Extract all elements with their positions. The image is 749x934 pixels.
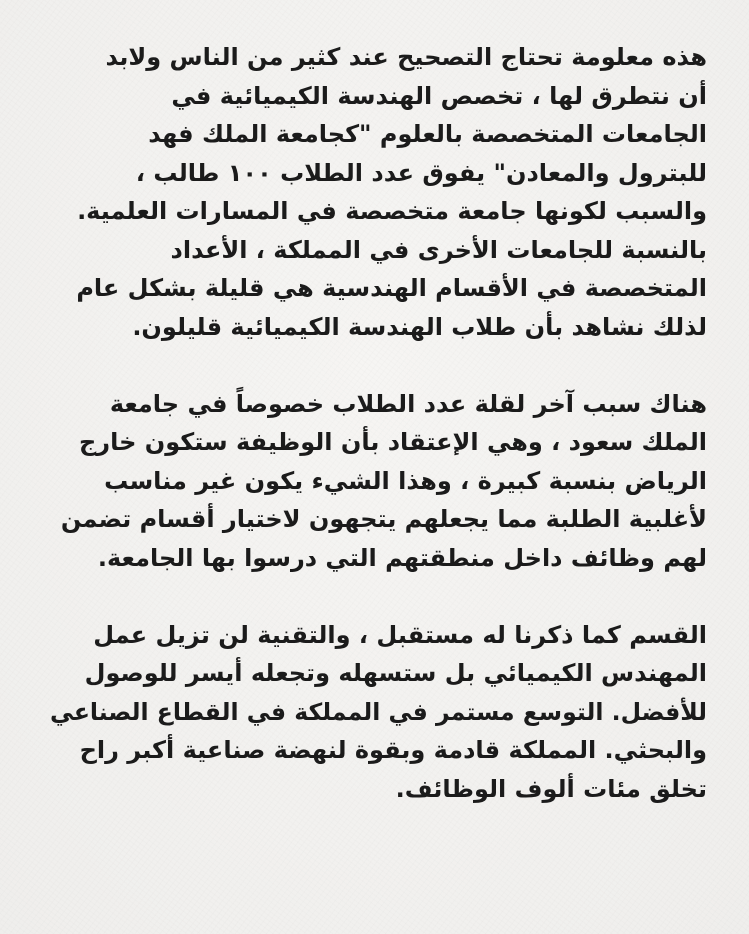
text-line: بالنسبة للجامعات الأخرى في المملكة ، الأعداد [170,235,707,264]
text-line: القسم كما ذكرنا له مستقبل ، والتقنية لن تزيل عمل [93,620,707,649]
text-line: للأفضل. التوسع مستمر في المملكة في القطاع الصناعي [50,697,707,726]
text-line: لأغلبية الطلبة مما يجعلهم يتجهون لاختيار أقسام تضمن [60,505,707,533]
text-line: والبحثي. المملكة قادمة وبقوة لنهضة صناعية أكبر راح [79,736,707,764]
text-line: أن نتطرق لها ، تخصص الهندسة الكيميائية في [171,81,707,110]
paragraph-3 [50,616,707,809]
text-line: تخلق مئات ألوف الوظائف. [395,774,707,803]
text-line: الرياض بنسبة كبيرة ، وهذا الشيء يكون غير مناسب [104,466,707,495]
text-line: الملك سعود ، وهي الإعتقاد بأن الوظيفة ستكون خارج [78,428,707,456]
paragraph-spacer [50,577,707,616]
text-line: هذه معلومة تحتاج التصحيح عند كثير من الناس ولابد [105,43,707,71]
text-line: لهم وظائف داخل منطقتهم التي درسوا بها الجامعة. [97,543,707,572]
paragraph-2 [50,385,707,578]
text-line: المتخصصة في الأقسام الهندسية هي قليلة بشكل عام [76,274,707,302]
text-line: الجامعات المتخصصة بالعلوم "كجامعة الملك فهد [148,120,707,148]
text-line: لذلك نشاهد بأن طلاب الهندسة الكيميائية قليلون. [132,312,707,341]
text-line: المهندس الكيميائي بل ستسهله وتجعله أيسر للوصول [84,659,707,687]
text-line: للبترول والمعادن" يفوق عدد الطلاب ١٠٠ طالب ، [135,158,707,187]
paragraph-1 [50,38,707,346]
paragraph-spacer [50,346,707,385]
text-line: والسبب لكونها جامعة متخصصة في المسارات العلمية. [77,197,707,225]
text-line: هناك سبب آخر لقلة عدد الطلاب خصوصاً في جامعة [109,389,707,418]
